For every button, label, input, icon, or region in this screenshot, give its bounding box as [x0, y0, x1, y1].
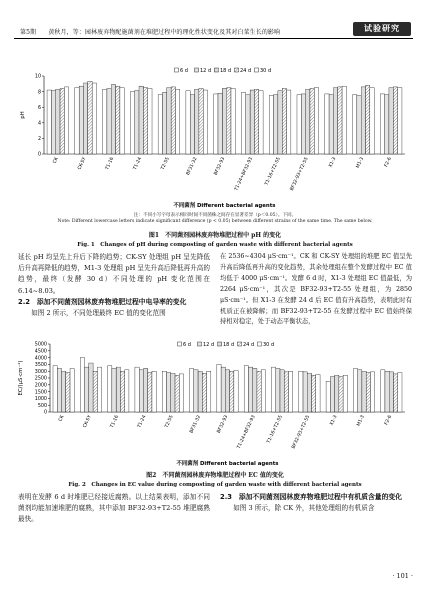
bar	[83, 83, 87, 154]
bar	[60, 88, 64, 154]
legend-swatch	[178, 342, 182, 346]
bar	[152, 371, 156, 412]
bar	[195, 89, 199, 154]
legend-label: 6 d	[183, 342, 191, 348]
bar	[259, 91, 263, 154]
legend-label: 6 d	[180, 68, 188, 74]
bar	[310, 88, 314, 154]
bar	[325, 94, 329, 154]
x-axis-title: 不同菌剂 Different bacterial agents	[176, 461, 279, 467]
legend-label: 30 d	[260, 68, 272, 74]
left-column-top	[18, 252, 210, 319]
bar	[221, 367, 225, 412]
bar	[111, 85, 115, 154]
legend-swatch	[175, 68, 179, 72]
bar	[342, 86, 346, 154]
legend-swatch	[238, 342, 242, 346]
bar	[171, 373, 175, 412]
bar	[278, 91, 282, 154]
paragraph-organic-matter: 如图 3 所示，除 CK 外，其他处理组的有机质含	[233, 504, 375, 512]
legend-label: 12 d	[200, 68, 212, 74]
figure-2-chart	[14, 336, 413, 468]
legend-swatch	[198, 342, 202, 346]
bar	[234, 371, 238, 412]
bar	[143, 88, 147, 154]
legend-swatch	[215, 68, 219, 72]
bar	[301, 94, 305, 154]
bar	[103, 89, 107, 154]
bar	[393, 374, 397, 412]
y-axis-title: pH	[20, 111, 26, 119]
bar	[357, 96, 361, 155]
y-tick-label: 3500	[34, 363, 47, 369]
bar	[389, 372, 393, 412]
bar	[339, 377, 343, 412]
bar	[299, 371, 303, 412]
x-tick-label: T1-16	[109, 414, 121, 429]
ec-bar-chart	[14, 336, 413, 468]
figure-2-caption-en: Fig. 2 Changes in EC value during composting of garden waste with different bacterial agents	[68, 482, 362, 488]
bar	[326, 381, 330, 412]
x-tick-label: CK	[52, 156, 60, 165]
bar	[120, 371, 124, 412]
bar	[343, 375, 347, 412]
y-tick-label: 2500	[34, 376, 47, 382]
bar	[148, 373, 152, 412]
bar	[253, 368, 257, 412]
bar	[398, 88, 402, 154]
legend-label: 24 d	[240, 68, 252, 74]
bar	[162, 92, 166, 154]
left-column-bottom	[18, 492, 210, 526]
x-tick-label: M1-3	[355, 156, 366, 170]
x-tick-label: T2-55	[164, 414, 175, 429]
bar	[222, 88, 226, 154]
y-tick-label: 500	[37, 403, 47, 409]
y-tick-label: 2	[37, 137, 41, 143]
bar	[257, 371, 261, 412]
bar	[47, 90, 51, 154]
bar	[214, 94, 218, 154]
x-tick-label: T1-16	[105, 156, 116, 171]
bar	[175, 89, 179, 154]
y-tick-label: 5000	[34, 342, 47, 348]
bar	[274, 95, 278, 154]
bar	[287, 90, 291, 154]
bar	[88, 81, 92, 154]
x-tick-label: X1-3	[329, 414, 339, 427]
bar	[261, 370, 265, 412]
y-tick-label: 10	[34, 74, 41, 80]
bar	[56, 89, 60, 154]
bar	[79, 86, 83, 154]
bar	[179, 374, 183, 412]
bar	[385, 95, 389, 154]
figure-1-chart	[14, 62, 413, 210]
bar	[171, 87, 175, 154]
running-head	[14, 24, 413, 39]
bar	[225, 370, 229, 412]
bar	[175, 375, 179, 412]
x-tick-label: M1-3	[356, 414, 366, 428]
bar	[53, 366, 57, 412]
bar	[271, 367, 275, 412]
x-tick-label: T1-16+T2-55	[264, 156, 282, 187]
bar	[139, 370, 143, 412]
bar	[217, 364, 221, 412]
bar	[92, 83, 96, 154]
bar	[135, 91, 139, 154]
bar	[250, 90, 254, 154]
y-tick-label: 4500	[34, 349, 47, 355]
bar	[338, 87, 342, 154]
figure-1-note-zh: 注：不同小写字母表示相同时间不同菌株之间存在显著差异（p＜0.05）。下同。	[133, 213, 297, 218]
bar	[362, 371, 366, 412]
bar	[269, 96, 273, 155]
legend	[178, 342, 275, 348]
bar	[398, 373, 402, 412]
y-axis-title: EC/(μS·cm⁻¹)	[18, 360, 24, 396]
bar	[166, 373, 170, 412]
bar	[190, 368, 194, 412]
bar	[370, 88, 374, 154]
ph-bar-chart	[14, 62, 413, 210]
bar	[244, 366, 248, 412]
right-column-bottom	[220, 492, 412, 514]
x-tick-label: BF32-93	[216, 414, 230, 435]
x-tick-label: T1-24	[132, 156, 144, 171]
figure-1-caption-en: Fig. 1 Changes of pH during composting of garden waste with different bacterial agents	[77, 242, 353, 248]
journal-section-badge: 试验研究	[353, 22, 411, 36]
y-tick-label: 1500	[34, 390, 47, 396]
bar	[312, 375, 316, 412]
x-axis-title: 不同菌剂 Different bacterial agents	[173, 203, 276, 209]
x-tick-label: T1-24	[137, 414, 148, 429]
bar	[303, 372, 307, 412]
legend-swatch	[255, 68, 259, 72]
bar	[314, 88, 318, 154]
y-tick-label: 2000	[34, 383, 47, 389]
bar	[130, 92, 134, 154]
bar	[167, 88, 171, 154]
y-tick-label: 3000	[34, 369, 47, 375]
bar	[64, 87, 68, 154]
y-tick-label: 8	[37, 90, 41, 96]
bar	[218, 93, 222, 154]
bar	[282, 88, 286, 154]
bar	[62, 371, 66, 412]
bar	[276, 368, 280, 412]
bar	[51, 91, 55, 154]
bar	[246, 95, 250, 154]
bar	[227, 88, 231, 154]
paragraph-ec-intro: 如图 2 所示，不同处理最终 EC 值的变化范围	[31, 308, 166, 317]
x-tick-label: CK-SY	[77, 156, 88, 171]
y-tick-label: 1000	[34, 397, 47, 403]
bar	[125, 370, 129, 412]
bar	[335, 375, 339, 412]
bar	[385, 371, 389, 412]
legend-swatch	[195, 68, 199, 72]
page-number: · 101 ·	[392, 572, 413, 580]
bar	[66, 373, 70, 412]
bar	[381, 370, 385, 412]
x-tick-label: BF31-32	[189, 414, 203, 435]
bar	[307, 373, 311, 412]
right-column-top	[220, 252, 412, 328]
legend-label: 18 d	[220, 68, 232, 74]
bar	[333, 88, 337, 154]
x-tick-label: T2-55	[160, 156, 171, 171]
bar	[107, 88, 111, 154]
x-tick-label: BF32-93+T2-55	[291, 414, 312, 450]
y-tick-label: 0	[43, 410, 47, 416]
bar	[353, 368, 357, 412]
bar	[162, 371, 166, 412]
bar	[248, 367, 252, 412]
bar	[358, 370, 362, 412]
x-tick-label: CK	[58, 414, 66, 423]
bar	[330, 377, 334, 412]
bar	[80, 358, 84, 412]
bar	[366, 85, 370, 154]
bar	[198, 371, 202, 412]
bar	[89, 363, 93, 412]
bar	[135, 367, 139, 412]
bar	[380, 94, 384, 154]
bar	[148, 88, 152, 154]
y-tick-label: 6	[37, 105, 41, 111]
legend	[175, 68, 272, 74]
bar	[316, 375, 320, 412]
bar	[366, 373, 370, 412]
bar	[231, 88, 235, 154]
bar	[116, 367, 120, 412]
bar	[93, 371, 97, 412]
x-tick-label: T1-24+BF32-93	[236, 414, 257, 450]
bar	[57, 368, 61, 412]
bar	[190, 95, 194, 154]
legend-swatch	[258, 342, 262, 346]
legend-label: 12 d	[203, 342, 215, 348]
bar	[85, 367, 89, 412]
bar	[230, 371, 234, 412]
paragraph-ph-trend: 延长 pH 均呈先上升后下降的趋势；CK-SY 处理组 pH 呈先降低后升高再降低的趋势，M1-3 处理组 pH 呈先升高后降低再升高的趋势，最终（发酵 30 d）不同处理的 pH 变化范围在 6.14~8.03。	[18, 253, 210, 295]
bar	[108, 366, 112, 412]
bar	[199, 88, 203, 154]
y-tick-label: 4	[37, 121, 41, 127]
section-2-3-heading: 2.3 添加不同菌剂园林废弃物堆肥过程中有机质含量的变化	[220, 493, 402, 501]
bar	[75, 88, 79, 154]
bar	[241, 92, 245, 154]
bar	[353, 95, 357, 154]
bar	[370, 372, 374, 412]
bar	[203, 90, 207, 154]
x-tick-label: F2-6	[384, 156, 393, 169]
x-tick-label: T1-16+T2-55	[266, 414, 284, 445]
y-tick-label: 4000	[34, 356, 47, 362]
bar	[186, 91, 190, 154]
x-tick-label: BF32-93+T2-55	[289, 156, 310, 192]
x-tick-label: T1-24+BF32-93	[234, 156, 255, 192]
paragraph-ec-results: 在 2536~4304 μS·cm⁻¹。CK 和 CK-SY 处理组的堆肥 EC 值呈先升高后降低再升高的变化趋势，其余处理组在整个发酵过程中 EC 值均低于 4000 μS·cm⁻¹。发酵 6 d 时，X1-3 处理组 EC 值最低，为 2264 μS·cm⁻¹，其次是 BF32-93+T2-55 处理组，为 2850 μS·cm⁻¹。但 X1-3 在发酵 24 d 后 EC 值有升高趋势，表明此时有机质正在被降解；而 BF32-93+T2-55 在发酵过程中 EC 值始终保持相对稳定，处于动态平衡状态，	[220, 253, 412, 326]
bar	[284, 372, 288, 412]
bar	[254, 89, 258, 154]
bar	[306, 89, 310, 154]
bar	[120, 88, 124, 154]
bar	[97, 367, 101, 412]
bar	[280, 370, 284, 412]
running-head-text: 第5期 黄秋月，等：园林废弃物配施菌剂在堆肥过程中的理化性状变化及其对白菜生长的影响	[20, 29, 281, 36]
legend-swatch	[218, 342, 222, 346]
legend-label: 24 d	[243, 342, 255, 348]
legend-swatch	[235, 68, 239, 72]
bar	[143, 368, 147, 412]
x-tick-label: F2-6	[384, 414, 394, 427]
bar	[158, 95, 162, 154]
bar	[297, 95, 301, 154]
y-tick-label: 0	[37, 152, 41, 158]
bar	[70, 368, 74, 412]
bar	[116, 86, 120, 154]
legend-label: 18 d	[223, 342, 235, 348]
bar	[194, 370, 198, 412]
x-tick-label: BF32-93	[213, 156, 227, 177]
bar	[329, 95, 333, 154]
bar	[139, 86, 143, 154]
x-tick-label: BF31-32	[185, 156, 199, 177]
x-tick-label: CK-SY	[82, 414, 93, 429]
section-2-2-heading: 2.2 添加不同菌剂园林废弃物堆肥过程中电导率的变化	[18, 297, 187, 306]
x-tick-label: X1-3	[328, 156, 338, 169]
bar	[112, 368, 116, 412]
figure-1-note-en: Note: Different lowercase letters indicate significant difference (p < 0.05) between different strains of the same time. The same below.	[57, 219, 373, 224]
bar	[207, 371, 211, 412]
legend-label: 30 d	[263, 342, 275, 348]
bar	[202, 373, 206, 412]
bar	[389, 88, 393, 154]
bar	[361, 87, 365, 154]
paragraph-ec-conclusion: 表明在发酵 6 d 时堆肥已经接近腐熟。以上结果表明，添加不同菌剂均能加速堆肥的腐熟，其中添加 BF32-93+T2-55 堆肥腐熟最快。	[18, 493, 210, 524]
bar	[393, 87, 397, 154]
figure-2-caption-zh: 图2 不同菌剂园林废弃物堆肥过程中 EC 值的变化	[146, 472, 284, 479]
bar	[289, 371, 293, 412]
figure-1-caption-zh: 图1 不同菌剂园林废弃物堆肥过程中 pH 的变化	[148, 232, 282, 239]
